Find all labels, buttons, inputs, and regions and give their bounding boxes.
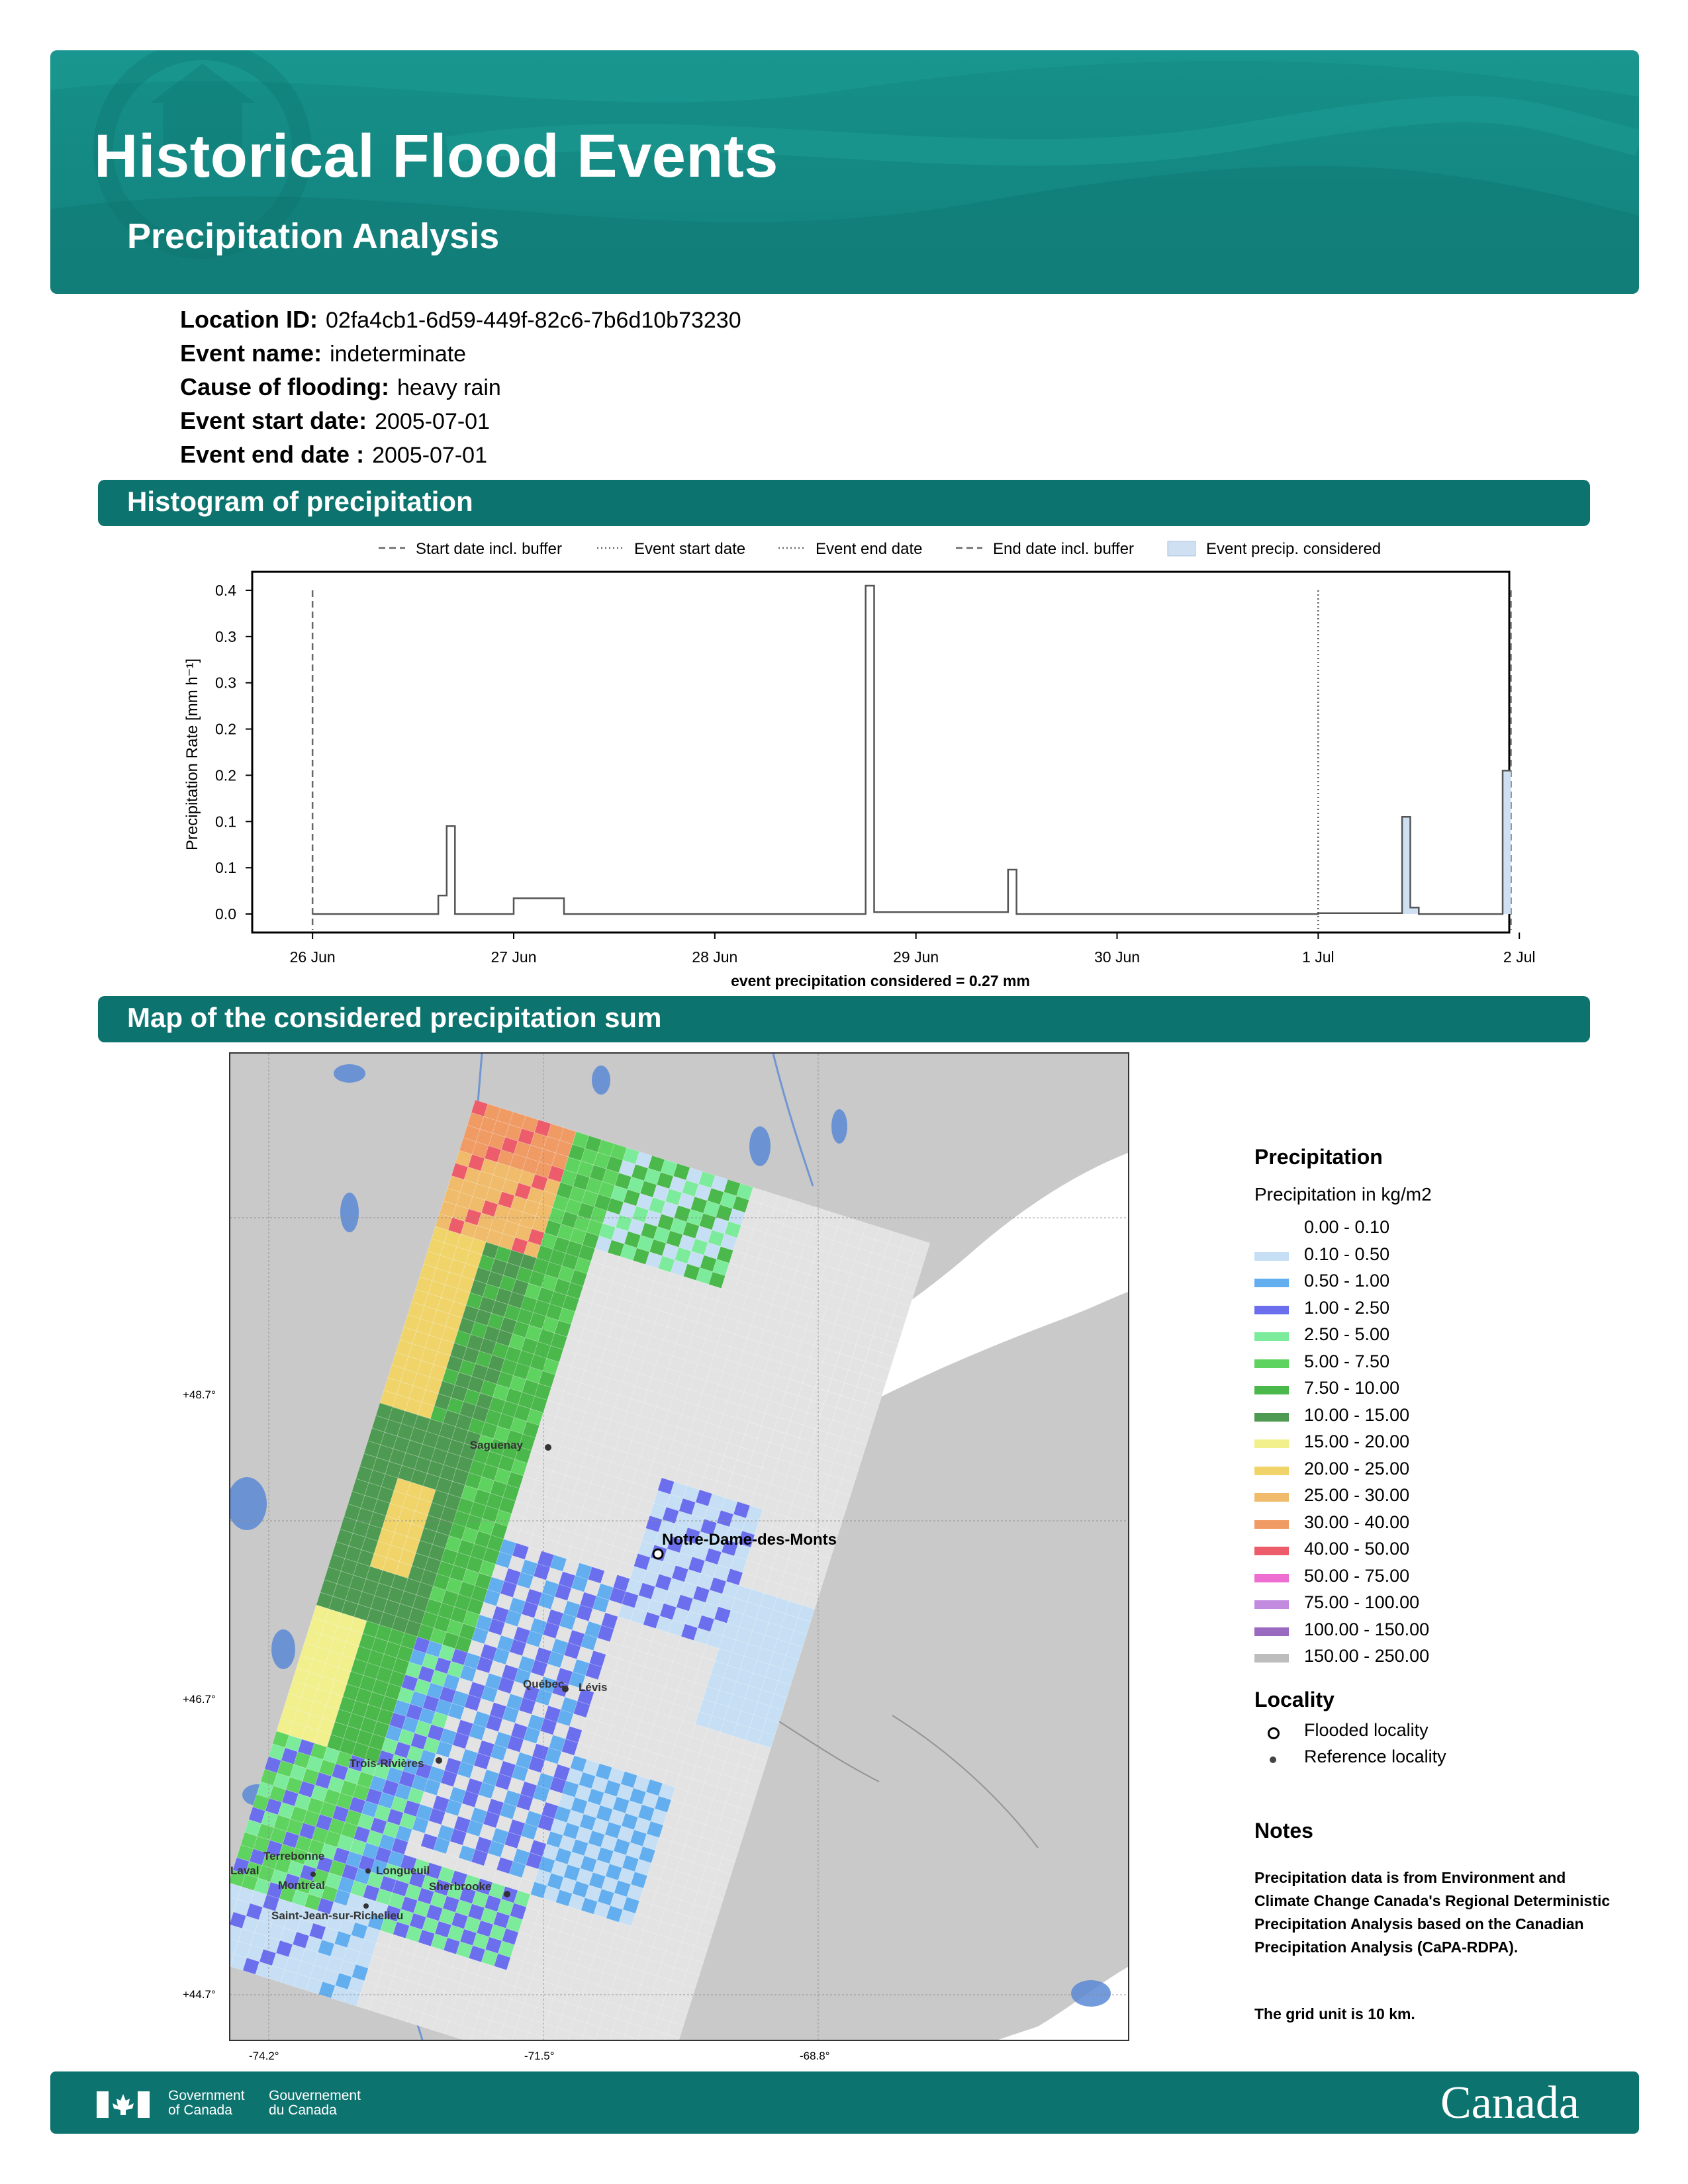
considered-precip-bar — [1503, 770, 1511, 914]
legend-label: 25.00 - 30.00 — [1304, 1485, 1410, 1505]
meta-cause — [180, 373, 501, 401]
legend-swatch — [1254, 1627, 1289, 1636]
locality-label: Saint-Jean-sur-Richelieu — [271, 1909, 404, 1922]
locality-label: Laval — [230, 1864, 259, 1877]
lat-label: +44.7° — [183, 1988, 216, 2001]
legend-label: Flooded locality — [1304, 1719, 1429, 1740]
y-tick-label: 0.3 — [215, 627, 236, 645]
legend-swatch — [1254, 1439, 1289, 1448]
legend-swatch — [1254, 1252, 1289, 1261]
footer-banner — [50, 2071, 1639, 2134]
x-tick-label: 1 Jul — [1302, 948, 1335, 966]
legend-label: 0.50 - 1.00 — [1304, 1271, 1390, 1291]
legend-label: 30.00 - 40.00 — [1304, 1512, 1410, 1532]
locality-legend-title: Locality — [1254, 1687, 1335, 1711]
page-title: Historical Flood Events — [94, 122, 778, 190]
chart-legend — [379, 540, 1381, 558]
section-histogram-header — [98, 480, 1590, 526]
legend-label: Event start date — [634, 540, 746, 558]
y-tick-label: 0.3 — [215, 674, 236, 692]
locality-label: Saguenay — [469, 1439, 523, 1451]
legend-swatch — [1254, 1600, 1289, 1609]
legend-label: 2.50 - 5.00 — [1304, 1324, 1390, 1344]
section-title: Histogram of precipitation — [127, 486, 473, 517]
legend-swatch — [1254, 1520, 1289, 1529]
legend-item — [1254, 1646, 1625, 1673]
legend-item — [1254, 1566, 1625, 1593]
legend-swatch — [1254, 1654, 1289, 1662]
meta-label: Cause of flooding: — [180, 373, 389, 400]
flooded-locality-icon — [1268, 1727, 1280, 1739]
legend-swatch — [1254, 1386, 1289, 1394]
y-tick-label: 0.2 — [215, 766, 236, 784]
notes-grid-unit: The grid unit is 10 km. — [1254, 2005, 1415, 2023]
legend-label: 40.00 - 50.00 — [1304, 1539, 1410, 1559]
legend-item — [1254, 1244, 1625, 1271]
legend-label: 150.00 - 250.00 — [1304, 1646, 1430, 1666]
legend-flooded-locality — [1254, 1720, 1625, 1747]
map-legend — [1254, 1145, 1625, 1774]
legend-item — [1254, 1592, 1625, 1619]
lat-label: +48.7° — [183, 1388, 216, 1401]
meta-event-name — [180, 340, 466, 367]
notes-title: Notes — [1254, 1819, 1313, 1843]
legend-item — [1254, 1512, 1625, 1539]
legend-item — [1254, 1298, 1625, 1325]
header-banner — [50, 50, 1639, 294]
legend-item — [1254, 1378, 1625, 1405]
legend-label: 10.00 - 15.00 — [1304, 1404, 1410, 1425]
legend-item — [1254, 1217, 1625, 1244]
legend-item — [1254, 1405, 1625, 1432]
reference-locality-dot — [436, 1757, 442, 1764]
lon-label: -68.8° — [800, 2050, 830, 2062]
meta-value: indeterminate — [330, 341, 467, 367]
legend-unit: Precipitation in kg/m2 — [1254, 1184, 1432, 1205]
legend-item — [1254, 1459, 1625, 1486]
reference-locality-dot — [310, 1872, 316, 1877]
gov-fr-line: Gouvernement — [269, 2088, 361, 2103]
legend-classes — [1254, 1217, 1625, 1673]
legend-reference-locality — [1254, 1747, 1625, 1774]
meta-label: Location ID: — [180, 306, 318, 333]
legend-label: 75.00 - 100.00 — [1304, 1592, 1420, 1612]
locality-label: Lévis — [579, 1681, 608, 1694]
y-tick-label: 0.0 — [215, 905, 236, 923]
legend-label: 5.00 - 7.50 — [1304, 1351, 1390, 1371]
gov-en-wordmark — [168, 2089, 245, 2118]
legend-item — [1254, 1619, 1625, 1647]
locality-label: Montréal — [278, 1879, 325, 1891]
locality-label: Québec — [523, 1678, 565, 1690]
section-title: Map of the considered precipitation sum — [127, 1002, 662, 1033]
meta-label: Event name: — [180, 340, 322, 367]
meta-value: 02fa4cb1-6d59-449f-82c6-7b6d10b73230 — [325, 308, 741, 333]
meta-label: Event start date: — [180, 407, 367, 434]
gov-en-line: Government — [168, 2088, 245, 2103]
meta-label: Event end date : — [180, 441, 365, 468]
reference-locality-icon — [1270, 1756, 1276, 1763]
legend-item — [1254, 1485, 1625, 1512]
legend-label: 50.00 - 75.00 — [1304, 1565, 1410, 1586]
legend-swatch — [1254, 1547, 1289, 1555]
legend-swatch — [1254, 1574, 1289, 1582]
legend-label: Event end date — [816, 540, 923, 558]
precipitation-histogram — [0, 529, 1688, 993]
legend-label: 1.00 - 2.50 — [1304, 1297, 1390, 1318]
x-tick-label: 28 Jun — [692, 948, 738, 966]
meta-value: 2005-07-01 — [375, 409, 490, 434]
reference-locality-dot — [504, 1891, 510, 1897]
legend-item — [1254, 1351, 1625, 1379]
y-axis-label: Precipitation Rate [mm h⁻¹] — [183, 658, 201, 851]
meta-end-date — [180, 441, 487, 469]
legend-label: 15.00 - 20.00 — [1304, 1432, 1410, 1451]
considered-precip-bar — [1402, 817, 1410, 914]
legend-label: 20.00 - 25.00 — [1304, 1458, 1410, 1479]
plot-frame — [252, 572, 1509, 933]
legend-swatch — [1254, 1493, 1289, 1502]
precipitation-map — [229, 1052, 1129, 2041]
x-tick-label: 30 Jun — [1094, 948, 1141, 966]
gov-fr-line: du Canada — [269, 2103, 337, 2118]
locality-label: Trois-Rivières — [350, 1757, 424, 1770]
legend-swatch — [1254, 1413, 1289, 1422]
notes-body: Precipitation data is from Environment and Climate Change Canada's Regional Deterministic Precipitation Analysis based on the Canadian Precipitation Analysis (CaPA-RDPA). — [1254, 1869, 1611, 1956]
meta-location-id — [180, 306, 741, 334]
legend-item — [1254, 1432, 1625, 1459]
page-subtitle: Precipitation Analysis — [127, 216, 500, 256]
y-tick-label: 0.1 — [215, 859, 236, 877]
legend-item — [1254, 1324, 1625, 1351]
legend-label: Event precip. considered — [1206, 540, 1382, 558]
y-tick-label: 0.1 — [215, 813, 236, 831]
map-canvas — [230, 1054, 1128, 2040]
meta-value: 2005-07-01 — [372, 443, 487, 468]
locality-label: Terrebonne — [263, 1850, 325, 1862]
x-tick-label: 27 Jun — [491, 948, 537, 966]
locality-label: Longueuil — [376, 1864, 430, 1877]
legend-label: Start date incl. buffer — [416, 540, 563, 558]
legend-label: 100.00 - 150.00 — [1304, 1619, 1430, 1639]
legend-label: Reference locality — [1304, 1747, 1446, 1766]
legend-item — [1254, 1539, 1625, 1566]
locality-label: Sherbrooke — [429, 1880, 492, 1893]
lat-label: +46.7° — [183, 1693, 216, 1706]
legend-label: 0.00 - 0.10 — [1304, 1217, 1390, 1237]
y-tick-label: 0.4 — [215, 581, 236, 599]
legend-swatch — [1254, 1467, 1289, 1475]
reference-locality-dot — [545, 1444, 551, 1451]
legend-swatch — [1254, 1332, 1289, 1341]
meta-start-date — [180, 407, 490, 435]
lon-label: -71.5° — [524, 2050, 555, 2062]
gov-en-line: of Canada — [168, 2103, 232, 2118]
legend-label: End date incl. buffer — [993, 540, 1135, 558]
x-tick-label: 29 Jun — [893, 948, 939, 966]
legend-swatch — [1254, 1279, 1289, 1287]
canada-wordmark: Canada — [1440, 2077, 1579, 2128]
x-tick-label: 2 Jul — [1503, 948, 1536, 966]
legend-title: Precipitation — [1254, 1145, 1383, 1169]
flooded-locality-label: Notre-Dame-des-Monts — [662, 1531, 837, 1549]
legend-swatch — [1254, 1359, 1289, 1368]
x-axis-label: event precipitation considered = 0.27 mm — [731, 972, 1030, 989]
legend-item — [1254, 1271, 1625, 1298]
section-map-header — [98, 996, 1590, 1042]
reference-locality-dot — [363, 1903, 369, 1909]
lon-label: -74.2° — [249, 2050, 279, 2062]
legend-label: 0.10 - 0.50 — [1304, 1244, 1390, 1264]
canada-flag-icon — [97, 2091, 150, 2118]
meta-value: heavy rain — [397, 375, 501, 400]
flooded-locality-marker — [653, 1549, 663, 1559]
gov-fr-wordmark — [269, 2089, 361, 2118]
considered-precip-bar — [1411, 907, 1419, 914]
legend-swatch — [1254, 1306, 1289, 1314]
legend-label: 7.50 - 10.00 — [1304, 1378, 1400, 1398]
reference-locality-dot — [365, 1868, 371, 1874]
legend-swatch — [1254, 1225, 1289, 1234]
y-tick-label: 0.2 — [215, 720, 236, 738]
x-tick-label: 26 Jun — [289, 948, 336, 966]
